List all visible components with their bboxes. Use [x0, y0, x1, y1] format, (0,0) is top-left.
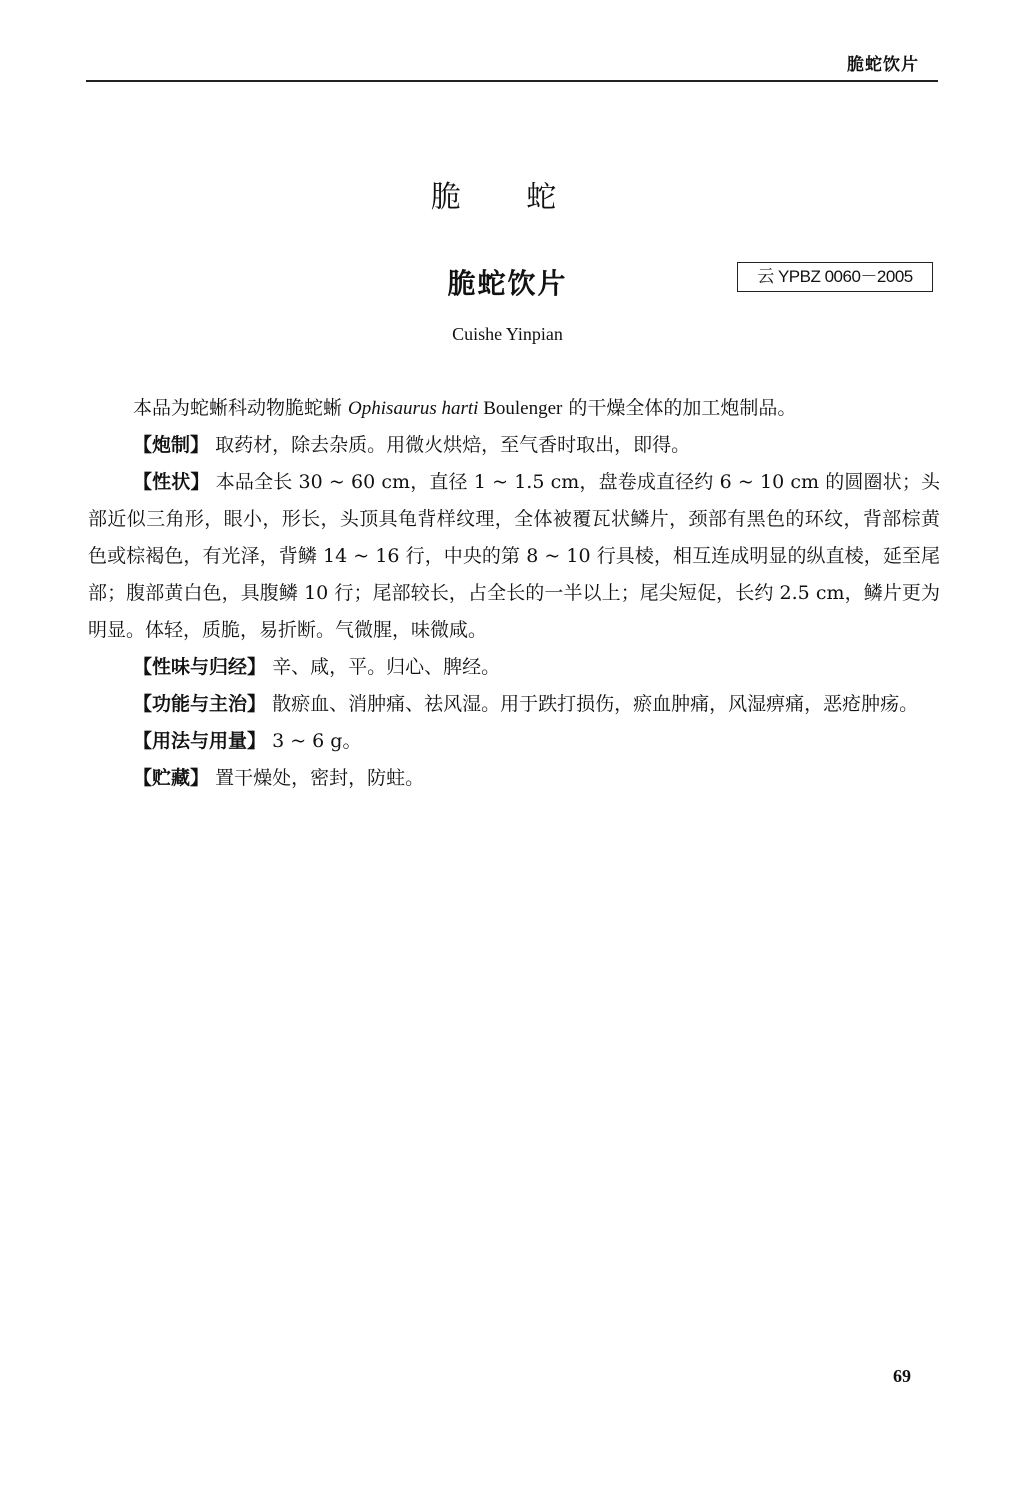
- section-heading: 【性味与归经】: [133, 656, 267, 678]
- section-text: 3 ~ 6 g。: [272, 730, 362, 752]
- latin-species-name: Ophisaurus harti: [348, 398, 479, 419]
- standard-code-box: 云 YPBZ 0060－2005: [737, 262, 933, 292]
- section-processing: [88, 427, 940, 464]
- intro-text-after: 的干燥全体的加工炮制品。: [562, 397, 797, 419]
- drug-name-title: 脆 蛇: [430, 180, 585, 215]
- section-text: 本品全长 30 ~ 60 cm，直径 1 ~ 1.5 cm，盘卷成直径约 6 ~ 10 cm 的圆圈状；头部近似三角形，眼小，形长，头顶具龟背样纹理，全体被覆瓦状鳞片，颈部有黑色的环纹，背部棕黄色或棕褐色，有光泽，背鳞 14 ~ 16 行，中央的第 8 ~ 10 行具棱，相互连成明显的纵直棱，延至尾部；腹部黄白色，具腹鳞 10 行；尾部较长，占全长的一半以上；尾尖短促，长约 2.5 cm，鳞片更为明显。体轻，质脆，易折断。气微腥，味微咸。: [88, 471, 940, 641]
- section-heading: 【贮藏】: [133, 767, 210, 789]
- section-description: [88, 464, 940, 649]
- monograph-body: [88, 390, 940, 797]
- section-heading: 【性状】: [133, 471, 210, 493]
- header-rule: [86, 80, 938, 82]
- section-nature-meridian: [88, 649, 940, 686]
- pinyin-name: Cuishe Yinpian: [452, 324, 563, 344]
- section-text: 置干燥处，密封，防蛀。: [215, 767, 425, 789]
- intro-paragraph: [88, 390, 940, 427]
- section-usage-dosage: [88, 723, 940, 760]
- section-heading: 【功能与主治】: [133, 693, 267, 715]
- intro-text-before: 本品为蛇蜥科动物脆蛇蜥: [133, 397, 349, 419]
- running-header-title: 脆蛇饮片: [847, 55, 919, 75]
- section-heading: 【炮制】: [133, 434, 210, 456]
- section-heading: 【用法与用量】: [133, 730, 267, 752]
- item-name-title: 脆蛇饮片: [447, 267, 568, 300]
- section-function-indication: [88, 686, 940, 723]
- species-author: Boulenger: [478, 398, 563, 419]
- page-number: 69: [893, 1366, 911, 1386]
- section-text: 散瘀血、消肿痛、祛风湿。用于跌打损伤，瘀血肿痛，风湿痹痛，恶疮肿疡。: [272, 693, 919, 715]
- section-storage: [88, 760, 940, 797]
- section-text: 辛、咸，平。归心、脾经。: [272, 656, 501, 678]
- section-text: 取药材，除去杂质。用微火烘焙，至气香时取出，即得。: [215, 434, 691, 456]
